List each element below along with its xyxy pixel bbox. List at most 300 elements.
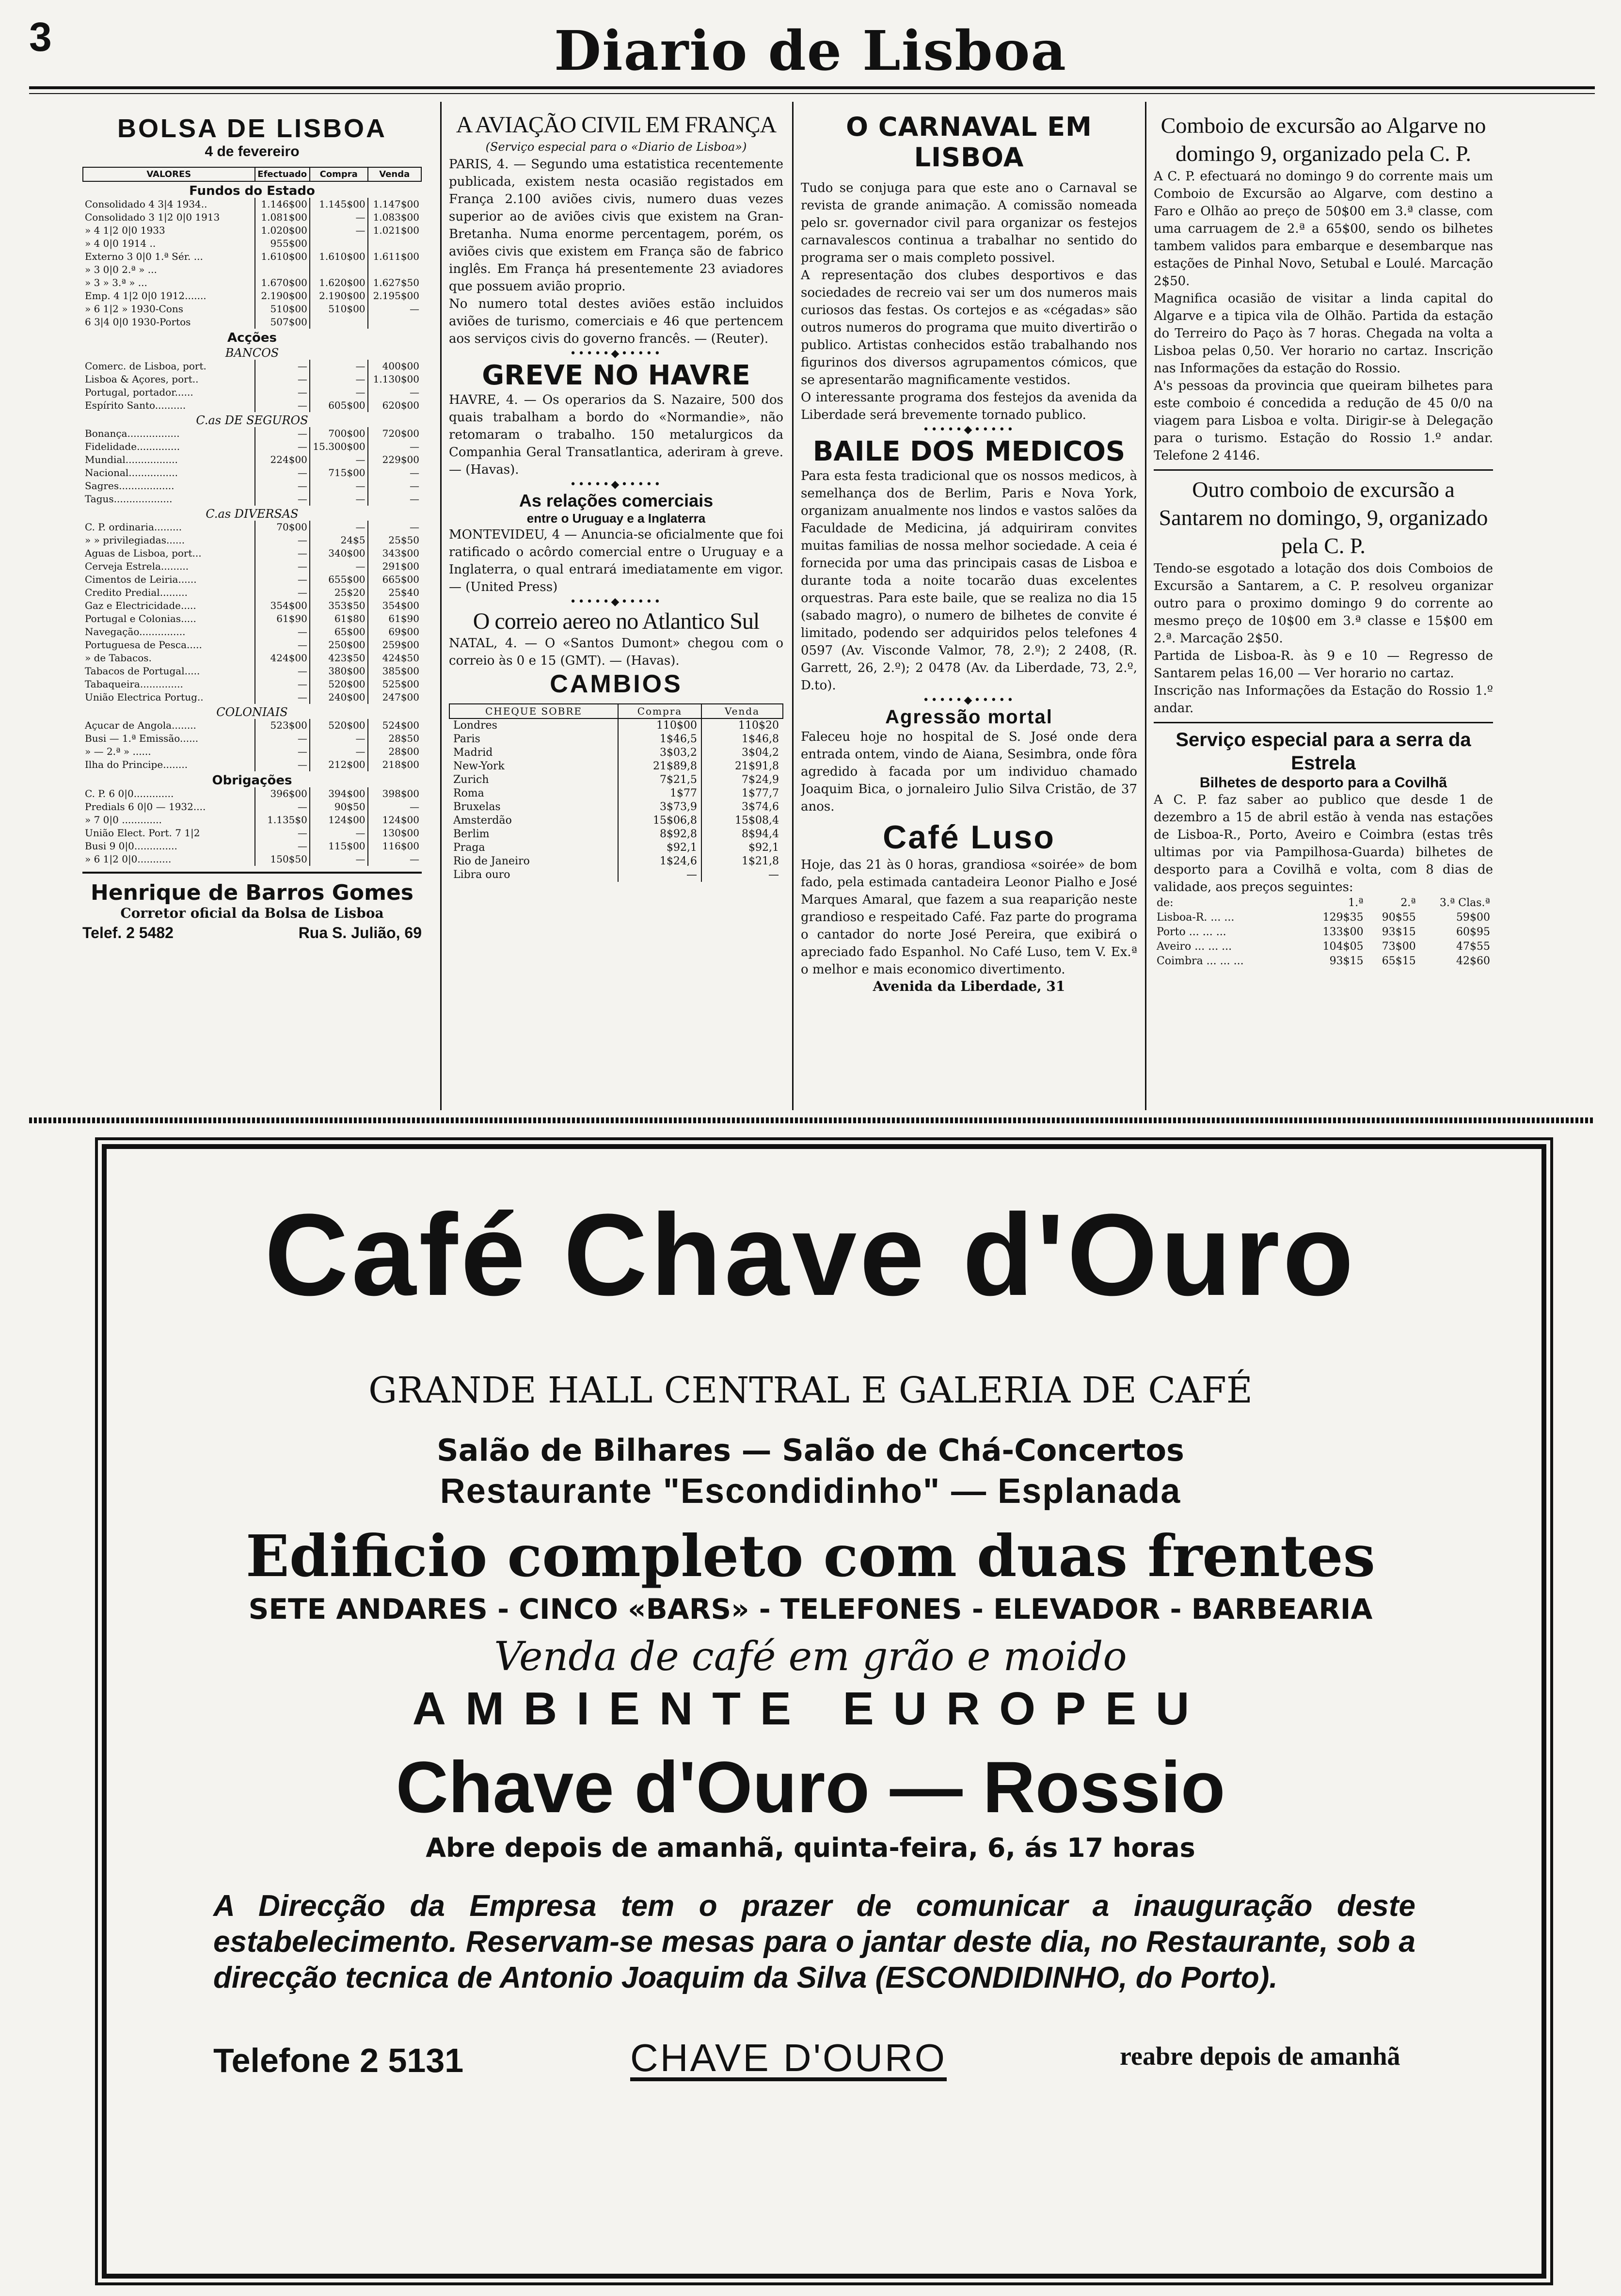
fare: 90$55 xyxy=(1382,911,1416,924)
security-price: — xyxy=(368,386,421,399)
security-price: — xyxy=(368,853,421,866)
security-price: — xyxy=(255,373,310,386)
fare: 133$00 xyxy=(1322,926,1364,938)
security-price: — xyxy=(368,800,421,813)
headline-santarem: Outro comboio de excursão a Santarem no domingo, 9, organizado pela C. P. xyxy=(1159,477,1488,558)
exchange-rate: 1$24,6 xyxy=(618,855,701,868)
exchange-rate: 7$21,5 xyxy=(618,773,701,787)
security-price: 353$50 xyxy=(310,599,368,612)
table-row xyxy=(449,868,783,882)
table-row xyxy=(83,211,421,224)
column-divider xyxy=(1145,102,1146,1110)
security-price: 507$00 xyxy=(255,316,310,329)
table-row xyxy=(83,840,421,853)
security-price: — xyxy=(255,586,310,599)
section-seguros: C.as DE SEGUROS xyxy=(196,414,308,427)
security-price: 1.627$50 xyxy=(368,276,421,289)
security-price: 385$00 xyxy=(368,665,421,678)
subhead-relacoes: entre o Uruguay e a Inglaterra xyxy=(526,511,706,526)
security-price: — xyxy=(255,732,310,745)
security-price: — xyxy=(255,427,310,440)
security-price: 224$00 xyxy=(255,453,310,466)
security-price: 605$00 xyxy=(310,399,368,412)
article-santarem: Tendo-se esgotado a lotação dos dois Comboios de Excursão a Santarem, a C. P. resolveu organizar outro para o proximo domingo 9 do corrente ao mesmo preço de 10$00 em 3.ª classe e 15$00 em 2.ª. Marcação 2$50. xyxy=(1154,561,1493,646)
security-price: 124$00 xyxy=(368,813,421,827)
security-price xyxy=(368,237,421,250)
table-row xyxy=(83,853,421,866)
headline-aviacao: A AVIAÇÃO CIVIL EM FRANÇA xyxy=(456,112,777,138)
security-price: 400$00 xyxy=(368,360,421,373)
security-price: 61$90 xyxy=(368,612,421,625)
table-row xyxy=(83,224,421,237)
ad-line3: Restaurante "Escondidinho" — Esplanada xyxy=(440,1472,1181,1511)
security-price: 212$00 xyxy=(310,758,368,771)
security-price: 250$00 xyxy=(310,638,368,652)
masthead-rule xyxy=(29,86,1595,89)
currency-name: Zurich xyxy=(453,774,489,786)
security-price: — xyxy=(255,678,310,691)
security-price: 1.135$0 xyxy=(255,813,310,827)
security-price: 1.021$00 xyxy=(368,224,421,237)
security-price: 655$00 xyxy=(310,573,368,586)
table-row xyxy=(83,237,421,250)
security-name: » — 2.ª » ...... xyxy=(85,746,151,757)
fare: 42$60 xyxy=(1456,955,1490,967)
table-row xyxy=(449,718,783,733)
security-price: 116$00 xyxy=(368,840,421,853)
security-price: — xyxy=(255,560,310,573)
security-price xyxy=(310,316,368,329)
col-header: 3.ª Clas.ª xyxy=(1439,897,1490,909)
headline-estrela: Serviço especial para a serra da Estrela xyxy=(1176,729,1471,774)
security-price: 1.147$00 xyxy=(368,198,421,211)
article-relacoes: MONTEVIDEU, 4 — Anuncia-se oficialmente que foi ratificado o acôrdo comercial entre o Uruguay e a Inglaterra, o qual entrará imediatamente em vigor. — (United Press) xyxy=(449,527,783,594)
table-row xyxy=(449,746,783,760)
headline-greve: GREVE NO HAVRE xyxy=(482,360,750,391)
security-price: 396$00 xyxy=(255,787,310,800)
article-correio: NATAL, 4. — O «Santos Dumont» chegou com o correio às 0 e 15 (GMT). — (Havas). xyxy=(449,636,783,668)
security-price: 398$00 xyxy=(368,787,421,800)
security-price: 2.190$00 xyxy=(310,289,368,303)
separator: •••••◆••••• xyxy=(922,424,1016,436)
exchange-rate: 7$24,9 xyxy=(701,773,783,787)
headline-relacoes: As relações comerciais xyxy=(519,491,714,510)
section-obrigacoes: Obrigações xyxy=(212,773,292,788)
security-price: — xyxy=(310,560,368,573)
ad-phone: Telefone 2 5131 xyxy=(213,2041,464,2079)
exchange-rate: 1$46,5 xyxy=(618,733,701,746)
table-row xyxy=(1154,925,1493,940)
table-row xyxy=(83,745,421,758)
fare: 93$15 xyxy=(1382,926,1416,938)
table-row xyxy=(83,521,421,534)
security-price: — xyxy=(310,453,368,466)
table-row xyxy=(83,316,421,329)
security-price: — xyxy=(255,360,310,373)
security-name: Lisboa & Açores, port.. xyxy=(85,373,199,385)
security-price: 25$20 xyxy=(310,586,368,599)
security-price: 61$90 xyxy=(255,612,310,625)
article-algarve: A C. P. efectuará no domingo 9 do corrente mais um Comboio de Excursão ao Algarve, com destino a Faro e Olhão ao preço de 50$00 em 3.ª classe, com uma carruagem de 2.ª a 65$00, sendo os bilhetes tambem validos para embarque e desembarque nas estações de Pinhal Novo, Setubal e Loulé. Marcação 2$50. xyxy=(1154,169,1493,288)
table-row xyxy=(83,198,421,211)
ad-reopen: reabre depois de amanhã xyxy=(1120,2041,1400,2071)
security-price: 25$40 xyxy=(368,586,421,599)
security-name: » 4 0|0 1914 .. xyxy=(85,238,156,249)
exchange-rate: 3$04,2 xyxy=(701,746,783,760)
fare: 129$35 xyxy=(1322,911,1364,924)
separator: •••••◆••••• xyxy=(570,478,663,491)
currency-name: Rio de Janeiro xyxy=(453,855,530,867)
security-name: Portugal, portador...... xyxy=(85,386,193,398)
table-row xyxy=(83,547,421,560)
broker-address: Rua S. Julião, 69 xyxy=(298,924,422,941)
headline-algarve: Comboio de excursão ao Algarve no domingo 9, organizado pela C. P. xyxy=(1160,113,1486,166)
table-row xyxy=(449,800,783,814)
security-price: — xyxy=(368,303,421,316)
exchange-rate: 8$92,8 xyxy=(618,828,701,841)
column-4 xyxy=(1154,102,1493,1105)
security-price: 25$50 xyxy=(368,534,421,547)
fare: 47$55 xyxy=(1456,941,1490,953)
security-name: Busi 9 0|0.............. xyxy=(85,840,177,852)
exchange-rate: 110$20 xyxy=(701,718,783,733)
security-price: 423$50 xyxy=(310,652,368,665)
ad-brand: CHAVE D'OURO xyxy=(630,2039,947,2081)
security-price xyxy=(255,263,310,276)
section-diversas: C.as DIVERSAS xyxy=(206,507,299,521)
bottom-band xyxy=(29,1117,1595,1123)
security-price: — xyxy=(310,493,368,506)
security-price: 343$00 xyxy=(368,547,421,560)
security-price: — xyxy=(255,399,310,412)
security-price: 229$00 xyxy=(368,453,421,466)
security-name: » 6 1|2 » 1930-Cons xyxy=(85,303,183,315)
security-price: — xyxy=(255,758,310,771)
security-price: 2.195$00 xyxy=(368,289,421,303)
table-row xyxy=(83,453,421,466)
table-row xyxy=(83,638,421,652)
ad-line4: Edificio completo com duas frentes xyxy=(245,1522,1376,1590)
security-price: — xyxy=(255,665,310,678)
security-price: 124$00 xyxy=(310,813,368,827)
headline-cafe-luso: Café Luso xyxy=(883,819,1055,856)
security-price: — xyxy=(255,534,310,547)
security-name: Fidelidade.............. xyxy=(85,441,180,452)
col-header: 2.ª xyxy=(1400,897,1416,909)
column-3 xyxy=(801,102,1137,1105)
exchange-rate: 3$03,2 xyxy=(618,746,701,760)
article-santarem-3: Inscrição nas Informações da Estação do Rossio 1.º andar. xyxy=(1154,684,1493,716)
table-row xyxy=(83,612,421,625)
security-price xyxy=(368,263,421,276)
security-price: — xyxy=(255,800,310,813)
article-aviacao: PARIS, 4. — Segundo uma estatistica recentemente publicada, existem nesta ocasião registados em França 2.100 aviões civis, numero duas vezes superior ao de aviões civis que existem na Gran-Bretanha. Numa enorme percentagem, porém, os aviões civis que existem em França são de fabrico inglês. Em França há presentemente 23 aviadores que possuem avião proprio. xyxy=(449,157,783,294)
currency-name: Madrid xyxy=(453,747,493,759)
table-row xyxy=(83,386,421,399)
table-row xyxy=(449,760,783,773)
security-price: 520$00 xyxy=(310,719,368,732)
security-price: — xyxy=(255,466,310,479)
article-algarve-2: Magnifica ocasião de visitar a linda capital do Algarve e a tipica vila de Olhão. Partida da estação do Terreiro do Paço às 7 horas. Chegada na volta a Lisboa pelas 0,50. Ver horario no cartaz. Inscrição nas Informações da estação do Rossio. xyxy=(1154,291,1493,376)
broker-name: Henrique de Barros Gomes xyxy=(91,880,413,905)
security-price: 15.300$00 xyxy=(310,440,368,453)
security-name: Navegação............... xyxy=(85,626,186,638)
article-carnaval-3: O interessante programa dos festejos da avenida da Liberdade será brevemente tornado publico. xyxy=(801,390,1137,422)
rule xyxy=(82,872,422,874)
masthead-rule-thin xyxy=(29,93,1595,94)
security-price: — xyxy=(310,211,368,224)
table-row xyxy=(83,534,421,547)
security-name: Aguas de Lisboa, port... xyxy=(85,547,202,559)
security-name: Ilha do Principe........ xyxy=(85,759,188,770)
column-divider xyxy=(792,102,794,1110)
security-price: 28$00 xyxy=(368,745,421,758)
security-name: Açucar de Angola........ xyxy=(85,719,196,731)
security-price: — xyxy=(255,827,310,840)
section-fundos: Fundos do Estado xyxy=(189,184,315,198)
headline-agressao: Agressão mortal xyxy=(885,706,1053,728)
security-price: 520$00 xyxy=(310,678,368,691)
security-name: Credito Predial......... xyxy=(85,587,188,598)
section-bancos: BANCOS xyxy=(225,346,279,360)
security-price: — xyxy=(310,224,368,237)
security-price: 1.083$00 xyxy=(368,211,421,224)
security-name: » 7 0|0 ............. xyxy=(85,814,162,826)
table-row xyxy=(449,828,783,841)
security-price: 524$00 xyxy=(368,719,421,732)
security-price: 240$00 xyxy=(310,691,368,704)
table-row xyxy=(83,493,421,506)
article-baile: Para esta festa tradicional que os nossos medicos, à semelhança dos de Berlim, Paris e Nova York, organizam anualmente nos lindos e vastos salões da Faculdade de Medicina, já adquiriram convites muitas familias de nossa melhor sociedade. A ceia é fornecida por uma das principais casas de Lisboa e durante toda a noite tocarão duas excelentes orquestras. Para este baile, que se realiza no dia 15 (sabado magro), o numero de bilhetes de convite é limitado, podendo ser adquiridos pelos telefones 4 0597 (Av. Visconde Valmor, 78, 2.º); 2 2408, (R. Garrett, 26, 2.º); 2 0478 (Av. da Liberdade, 73, 2.º, D.to). xyxy=(801,469,1137,693)
ad-line5: SETE ANDARES - CINCO «BARS» - TELEFONES - ELEVADOR - BARBEARIA xyxy=(248,1593,1373,1626)
article-aviacao-2: No numero total destes aviões estão incluidos aviões de turismo, comerciais e 46 que pertencem aos serviços civis do governo francês. — (Reuter). xyxy=(449,297,783,346)
security-price: 218$00 xyxy=(368,758,421,771)
security-price: — xyxy=(310,360,368,373)
security-name: União Electrica Portug.. xyxy=(85,691,204,703)
security-price: 115$00 xyxy=(310,840,368,853)
table-row xyxy=(1154,910,1493,925)
security-price: 2.190$00 xyxy=(255,289,310,303)
bolsa-table xyxy=(82,167,422,866)
col-header: 1.ª xyxy=(1348,897,1364,909)
ad-line2: Salão de Bilhares — Salão de Chá-Concertos xyxy=(437,1433,1184,1468)
currency-name: Libra ouro xyxy=(453,869,510,881)
fare: 60$95 xyxy=(1456,926,1490,938)
bolsa-column xyxy=(82,102,422,1105)
security-price: — xyxy=(368,479,421,493)
security-price: — xyxy=(310,827,368,840)
currency-name: Paris xyxy=(453,733,480,745)
security-price: 340$00 xyxy=(310,547,368,560)
security-price: 354$00 xyxy=(368,599,421,612)
security-price: 1.081$00 xyxy=(255,211,310,224)
bolsa-date: 4 de fevereiro xyxy=(205,144,300,159)
security-price: 150$50 xyxy=(255,853,310,866)
separator: •••••◆••••• xyxy=(922,694,1016,706)
currency-name: New-York xyxy=(453,760,505,772)
security-price: — xyxy=(255,493,310,506)
security-price: 720$00 xyxy=(368,427,421,440)
column-divider xyxy=(440,102,442,1110)
table-row xyxy=(83,665,421,678)
security-price: — xyxy=(255,625,310,638)
separator: •••••◆••••• xyxy=(570,348,663,360)
security-price: — xyxy=(368,466,421,479)
security-price: 70$00 xyxy=(255,521,310,534)
security-name: Comerc. de Lisboa, port. xyxy=(85,360,207,372)
security-price: — xyxy=(368,521,421,534)
table-row xyxy=(83,427,421,440)
security-price: 65$00 xyxy=(310,625,368,638)
byline: (Serviço especial para o «Diario de Lisboa») xyxy=(485,140,747,154)
table-row xyxy=(83,787,421,800)
separator: •••••◆••••• xyxy=(570,596,663,608)
station-name: Coimbra ... ... ... xyxy=(1157,955,1244,967)
security-price: — xyxy=(255,745,310,758)
security-name: Consolidado 4 3|4 1934.. xyxy=(85,198,207,210)
table-row xyxy=(83,691,421,704)
security-name: 6 3|4 0|0 1930-Portos xyxy=(85,316,191,328)
currency-name: Bruxelas xyxy=(453,801,501,813)
article-algarve-3: A's pessoas da provincia que queiram bilhetes para este comboio é concedida a redução de 45 0/0 na viagem para Lisboa e volta. Dirigir-se à Delegação para o turismo. Estação do Rossio 1.º andar. Telefone 2 4146. xyxy=(1154,379,1493,463)
security-price: — xyxy=(368,493,421,506)
security-name: Consolidado 3 1|2 0|0 1913 xyxy=(85,211,220,223)
currency-name: Amsterdão xyxy=(453,814,512,827)
table-row xyxy=(83,373,421,386)
section-coloniais: COLONIAIS xyxy=(216,705,288,719)
security-price: 510$00 xyxy=(255,303,310,316)
security-price: 620$00 xyxy=(368,399,421,412)
table-row xyxy=(83,263,421,276)
table-row xyxy=(449,814,783,828)
security-price xyxy=(310,237,368,250)
article-carnaval: Tudo se conjuga para que este ano o Carnaval se revista de grande animação. A comissão nomeada pelo sr. governador civil para organizar os festejos carnavalescos continua a trabalhar no sentido do programa ser o mais completo possivel. xyxy=(801,181,1137,265)
station-name: Aveiro ... ... ... xyxy=(1157,941,1232,953)
table-row xyxy=(83,399,421,412)
security-name: Sagres.................. xyxy=(85,480,175,492)
security-name: » 4 1|2 0|0 1933 xyxy=(85,224,165,236)
security-price: 1.670$00 xyxy=(255,276,310,289)
table-row xyxy=(83,573,421,586)
security-price xyxy=(310,263,368,276)
security-price: 247$00 xyxy=(368,691,421,704)
security-price: — xyxy=(310,373,368,386)
exchange-rate: $92,1 xyxy=(618,841,701,855)
subhead-estrela: Bilhetes de desporto para a Covilhã xyxy=(1199,775,1447,791)
rule xyxy=(1154,469,1493,471)
security-price: — xyxy=(255,479,310,493)
security-price: — xyxy=(310,479,368,493)
exchange-rate: 15$08,4 xyxy=(701,814,783,828)
col-header: Compra xyxy=(618,704,701,718)
exchange-rate: — xyxy=(618,868,701,882)
security-price: 424$00 xyxy=(255,652,310,665)
security-price: 90$50 xyxy=(310,800,368,813)
security-price: — xyxy=(255,638,310,652)
table-row xyxy=(83,440,421,453)
security-price: 1.020$00 xyxy=(255,224,310,237)
security-price: 28$50 xyxy=(368,732,421,745)
security-name: Bonança................. xyxy=(85,428,180,439)
table-row xyxy=(83,652,421,665)
rule xyxy=(1154,722,1493,723)
exchange-rate: 3$74,6 xyxy=(701,800,783,814)
bolsa-title: BOLSA DE LISBOA xyxy=(117,114,387,143)
security-name: Tagus................... xyxy=(85,493,173,505)
station-name: Porto ... ... ... xyxy=(1157,926,1226,938)
table-row xyxy=(83,827,421,840)
security-price: 259$00 xyxy=(368,638,421,652)
security-price: 700$00 xyxy=(310,427,368,440)
security-price: 1.130$00 xyxy=(368,373,421,386)
table-row xyxy=(83,732,421,745)
table-row xyxy=(83,276,421,289)
exchange-rate: 1$46,8 xyxy=(701,733,783,746)
table-row xyxy=(1154,954,1493,969)
security-price: 424$50 xyxy=(368,652,421,665)
security-price: — xyxy=(368,440,421,453)
col-header: CHEQUE SOBRE xyxy=(449,704,618,718)
exchange-rate: 1$21,8 xyxy=(701,855,783,868)
security-price: 1.146$00 xyxy=(255,198,310,211)
exchange-rate: 21$91,8 xyxy=(701,760,783,773)
security-price: 61$80 xyxy=(310,612,368,625)
table-row xyxy=(83,625,421,638)
security-name: » 3 » 3.ª » ... xyxy=(85,277,147,288)
security-name: » 3 0|0 2.ª » ... xyxy=(85,264,157,275)
col-header: Venda xyxy=(368,167,421,181)
exchange-rate: 8$94,4 xyxy=(701,828,783,841)
security-price: 715$00 xyxy=(310,466,368,479)
security-name: Emp. 4 1|2 0|0 1912....... xyxy=(85,290,207,302)
security-price: 1.611$00 xyxy=(368,250,421,263)
security-price: — xyxy=(310,745,368,758)
security-price: 1.610$00 xyxy=(310,250,368,263)
security-name: C. P. 6 0|0............. xyxy=(85,788,174,799)
cambios-table xyxy=(449,703,783,882)
security-price: 955$00 xyxy=(255,237,310,250)
table-row xyxy=(83,479,421,493)
headline-correio: O correio aereo no Atlantico Sul xyxy=(473,608,760,634)
section-accoes: Acções xyxy=(227,331,277,345)
fares-table xyxy=(1154,896,1493,969)
ad-line6: Venda de café em grão e moido xyxy=(494,1634,1127,1680)
security-price: 1.620$00 xyxy=(310,276,368,289)
col-header: VALORES xyxy=(83,167,255,181)
headline-carnaval: O CARNAVAL EM LISBOA xyxy=(846,112,1092,173)
security-name: Cerveja Estrela......... xyxy=(85,560,189,572)
table-row xyxy=(83,586,421,599)
table-row xyxy=(449,787,783,800)
security-price: 665$00 xyxy=(368,573,421,586)
table-row xyxy=(83,250,421,263)
security-price: 510$00 xyxy=(310,303,368,316)
table-row xyxy=(449,841,783,855)
security-price: 130$00 xyxy=(368,827,421,840)
ad-line1: GRANDE HALL CENTRAL E GALERIA DE CAFÉ xyxy=(368,1370,1253,1411)
table-row xyxy=(83,719,421,732)
security-name: » 6 1|2 0|0........... xyxy=(85,853,172,865)
security-price: 523$00 xyxy=(255,719,310,732)
security-price: — xyxy=(255,840,310,853)
security-price: — xyxy=(310,732,368,745)
headline-cambios: CAMBIOS xyxy=(550,670,683,698)
table-row xyxy=(449,773,783,787)
security-name: Portuguesa de Pesca..... xyxy=(85,639,202,651)
table-row xyxy=(83,360,421,373)
table-row xyxy=(449,855,783,868)
masthead: Diario de Lisboa xyxy=(554,19,1067,83)
